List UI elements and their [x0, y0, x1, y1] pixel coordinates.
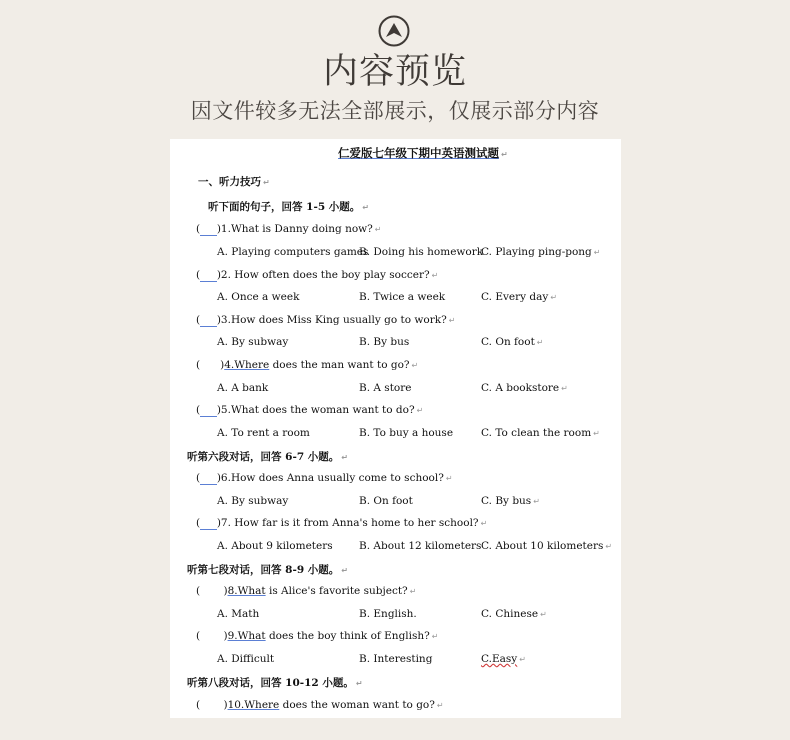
option-b: B. Twice a week — [359, 291, 446, 303]
question-6: ( )6.How does Anna usually come to school? ↵ — [196, 472, 453, 484]
instruction-2: 听第六段对话，回答 6-7 小题。 ↵ — [187, 451, 348, 463]
instruction-1: 听下面的句子，回答 1-5 小题。 ↵ — [208, 201, 369, 213]
option-b: B. Interesting — [359, 653, 433, 665]
question-10: ( )10.Where does the woman want to go? ↵ — [196, 699, 444, 711]
option-a: A. Once a week — [217, 291, 300, 303]
question-3: ( )3.How does Miss King usually go to work? ↵ — [196, 314, 456, 326]
option-a: A. A bank — [217, 382, 269, 394]
document-page — [170, 139, 621, 718]
option-c: C. About 10 kilometers ↵ — [481, 540, 613, 552]
question-8: ( )8.What is Alice's favorite subject? ↵ — [196, 585, 417, 597]
question-9: ( )9.What does the boy think of English? ↵ — [196, 630, 439, 642]
option-b: B. On foot — [359, 495, 413, 507]
option-b: B. To buy a house — [359, 427, 454, 439]
question-4: ( )4.Where does the man want to go? ↵ — [196, 359, 419, 371]
instruction-3: 听第七段对话，回答 8-9 小题。 ↵ — [187, 564, 348, 576]
section-heading: 一、听力技巧 ↵ — [198, 176, 270, 188]
option-c: C.Easy ↵ — [481, 653, 526, 665]
option-b: B. English. — [359, 608, 417, 620]
question-2: ( )2. How often does the boy play soccer? ↵ — [196, 269, 439, 281]
document-title: 仁爱版七年级下期中英语测试题 ↵ — [338, 146, 508, 160]
chevron-up-circle-icon — [378, 15, 410, 47]
option-a: A. Math — [217, 608, 260, 620]
option-c: C. Chinese ↵ — [481, 608, 547, 620]
option-c: C. On foot ↵ — [481, 336, 544, 348]
option-a: A. Playing computers games — [217, 246, 369, 258]
preview-subtitle: 因文件较多无法全部展示，仅展示部分内容 — [190, 99, 600, 123]
option-c: C. A bookstore ↵ — [481, 382, 568, 394]
preview-title: 内容预览 — [322, 52, 467, 92]
question-1: ( )1.What is Danny doing now? ↵ — [196, 223, 382, 235]
option-b: B. Doing his homework — [359, 246, 484, 258]
option-b: B. By bus — [359, 336, 410, 348]
option-b: B. About 12 kilometers — [359, 540, 482, 552]
option-a: A. About 9 kilometers — [217, 540, 333, 552]
option-c: C. By bus ↵ — [481, 495, 540, 507]
option-b: B. A store — [359, 382, 412, 394]
option-c: C. Every day ↵ — [481, 291, 558, 303]
option-c: C. To clean the room ↵ — [481, 427, 600, 439]
option-a: A. Difficult — [217, 653, 275, 665]
option-c: C. Playing ping-pong ↵ — [481, 246, 601, 258]
question-5: ( )5.What does the woman want to do? ↵ — [196, 404, 424, 416]
instruction-4: 听第八段对话，回答 10-12 小题。 ↵ — [187, 677, 363, 689]
option-a: A. By subway — [217, 495, 289, 507]
option-a: A. By subway — [217, 336, 289, 348]
question-7: ( )7. How far is it from Anna's home to her school? ↵ — [196, 517, 488, 529]
option-a: A. To rent a room — [217, 427, 310, 439]
